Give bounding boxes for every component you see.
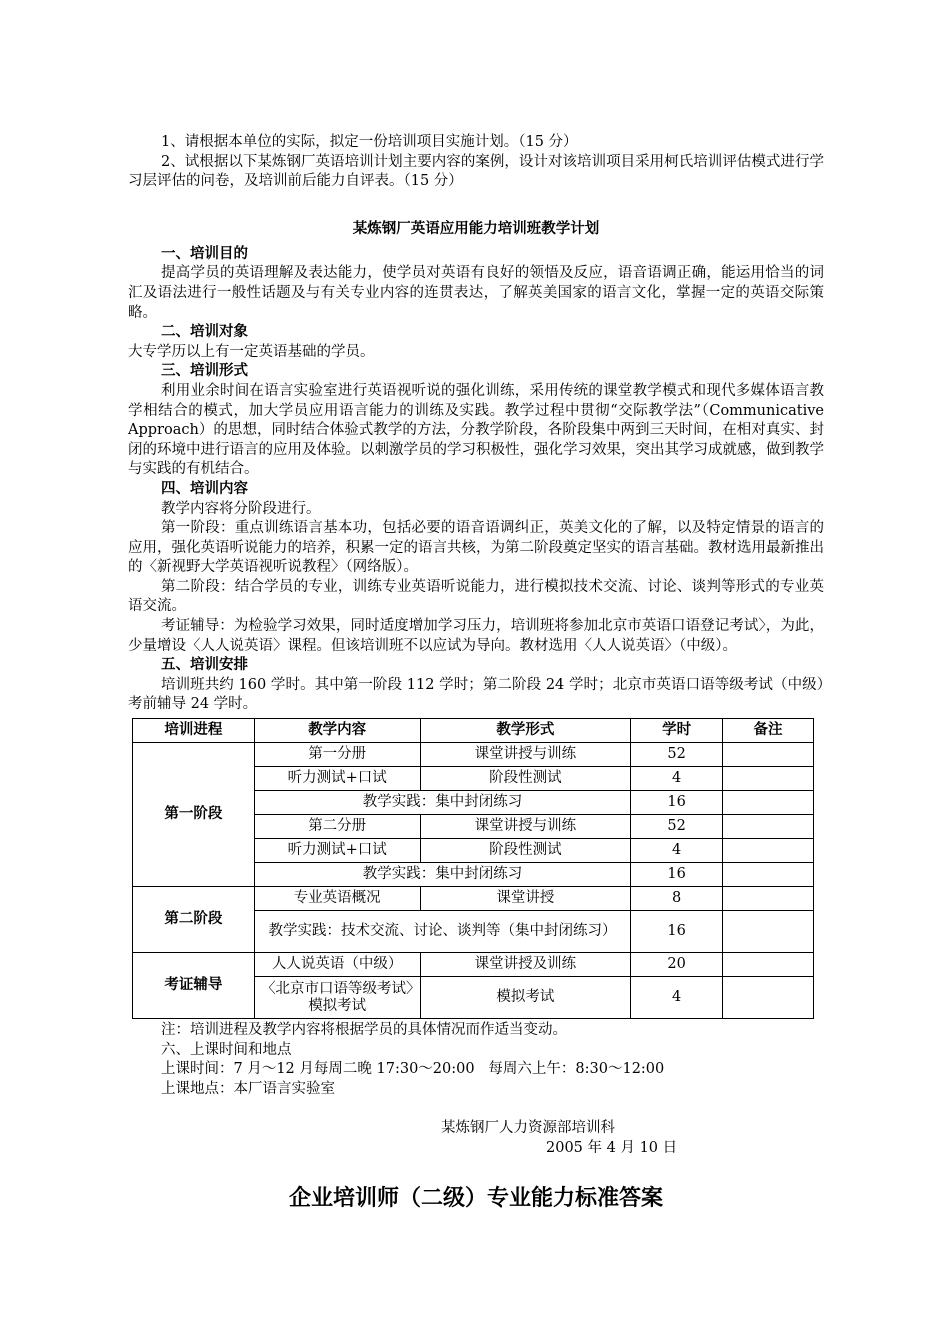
content-cell: 听力测试+口试: [254, 839, 420, 863]
header-remarks: 备注: [723, 719, 814, 743]
content-cell: 听力测试+口试: [254, 767, 420, 791]
section-text-purpose: 提高学员的英语理解及表达能力，使学员对英语有良好的领悟及反应，语音语调正确，能运用恰当的词汇及语法进行一般性话题及与有关专业内容的连贯表达，了解英美国家的语言文化，掌握一定的英语交际策略。: [128, 265, 824, 321]
remarks-cell: [723, 767, 814, 791]
form-cell: 课堂讲授与训练: [420, 815, 631, 839]
remarks-cell: [723, 953, 814, 977]
remarks-cell: [723, 887, 814, 911]
remarks-cell: [723, 815, 814, 839]
content-cell: 教学实践：技术交流、讨论、谈判等（集中封闭练习）: [254, 911, 630, 953]
header-stage: 培训进程: [133, 719, 255, 743]
table-header-row: [133, 719, 814, 743]
signer: 某炼钢厂人力资源部培训科: [441, 1120, 615, 1137]
content-cell: 第一分册: [254, 743, 420, 767]
class-place: 上课地点：本厂语言实验室: [161, 1080, 335, 1097]
class-time: 上课时间：7 月～12 月每周二晚 17:30～20:00 每周六上午：8:30～12:00: [161, 1061, 665, 1078]
form-cell: 课堂讲授及训练: [420, 953, 631, 977]
question-2: 2、试根据以下某炼钢厂英语培训计划主要内容的案例，设计对该培训项目采用柯氏培训评估模式进行学习层评估的问卷，及培训前后能力自评表。（15 分）: [128, 153, 824, 190]
stage-cell-2: 第二阶段: [133, 887, 255, 953]
section-heading-content: 四、培训内容: [161, 480, 248, 497]
schedule-table: [132, 718, 814, 1019]
form-cell: 阶段性测试: [420, 839, 631, 863]
sign-date: 2005 年 4 月 10 日: [546, 1140, 678, 1156]
remarks-cell: [723, 839, 814, 863]
hours-cell: 16: [631, 863, 723, 887]
document-page: [128, 133, 824, 1212]
section-text-exam-prep: 考证辅导：为检验学习效果，同时适度增加学习压力，培训班将参加北京市英语口语登记考试〉，为此，少量增设〈人人说英语〉课程。但该培训班不以应试为导向。教材选用〈人人说英语〉（中级）。: [128, 618, 824, 654]
section-text-audience: 大专学历以上有一定英语基础的学员。: [128, 343, 375, 360]
table-note: 注：培训进程及教学内容将根据学员的具体情况而作适当变动。: [161, 1022, 567, 1039]
header-hours: 学时: [631, 719, 723, 743]
hours-cell: 16: [631, 791, 723, 815]
header-content: 教学内容: [254, 719, 420, 743]
answer-title: 企业培训师（二级）专业能力标准答案: [288, 1185, 663, 1211]
remarks-cell: [723, 743, 814, 767]
content-cell: 教学实践：集中封闭练习: [254, 791, 630, 815]
plan-title: 某炼钢厂英语应用能力培训班教学计划: [352, 220, 600, 237]
section-text-stage2: 第二阶段：结合学员的专业，训练专业英语听说能力，进行模拟技术交流、讨论、谈判等形式的专业英语交流。: [128, 578, 824, 615]
section-text-content-intro: 教学内容将分阶段进行。: [161, 500, 321, 517]
remarks-cell: [723, 863, 814, 887]
content-cell: 教学实践：集中封闭练习: [254, 863, 630, 887]
hours-cell: 20: [631, 953, 723, 977]
stage-cell-3: 考证辅导: [133, 953, 255, 1019]
remarks-cell: [723, 977, 814, 1019]
section-heading-format: 三、培训形式: [161, 363, 248, 380]
section-text-format: 利用业余时间在语言实验室进行英语视听说的强化训练，采用传统的课堂教学模式和现代多媒体语言教学相结合的模式，加大学员应用语言能力的训练及实践。教学过程中贯彻“交际教学法”（Communicative Approach）的思想，同时结合体验式教学的方法，分教学阶段，各阶段集中两到三天时间，在相对真实、封闭的环境中进行语言的应用及体验。以刺激学员的学习积极性，强化学习效果，突出其学习成就感，做到教学与实践的有机结合。: [128, 382, 824, 478]
header-form: 教学形式: [420, 719, 631, 743]
hours-cell: 16: [631, 911, 723, 953]
table-row: [133, 953, 814, 977]
hours-cell: 4: [631, 767, 723, 791]
hours-cell: 4: [631, 839, 723, 863]
form-cell: 课堂讲授: [420, 887, 631, 911]
content-cell: 〈北京市口语等级考试〉模拟考试: [254, 977, 420, 1019]
section-text-schedule: 培训班共约 160 学时。其中第一阶段 112 学时；第二阶段 24 学时；北京市英语口语等级考试（中级）考前辅导 24 学时。: [128, 676, 824, 713]
section-text-stage1: 第一阶段：重点训练语言基本功，包括必要的语音语调纠正，英美文化的了解，以及特定情景的语言的应用，强化英语听说能力的培养，积累一定的语言共核，为第二阶段奠定坚实的语言基础。教材选用最新推出的〈新视野大学英语视听说教程〉（网络版）。: [128, 520, 824, 576]
form-cell: 阶段性测试: [420, 767, 631, 791]
stage-cell-1: 第一阶段: [133, 743, 255, 887]
form-cell: 模拟考试: [420, 977, 631, 1019]
table-row: [133, 743, 814, 767]
question-1: 1、请根据本单位的实际，拟定一份培训项目实施计划。（15 分）: [161, 134, 578, 150]
section-heading-audience: 二、培训对象: [161, 324, 248, 341]
section-heading-time-place: 六、上课时间和地点: [161, 1041, 292, 1058]
remarks-cell: [723, 911, 814, 953]
hours-cell: 4: [631, 977, 723, 1019]
content-cell: 专业英语概况: [254, 887, 420, 911]
hours-cell: 52: [631, 815, 723, 839]
remarks-cell: [723, 791, 814, 815]
hours-cell: 8: [631, 887, 723, 911]
form-cell: 课堂讲授与训练: [420, 743, 631, 767]
section-heading-schedule: 五、培训安排: [161, 657, 248, 674]
hours-cell: 52: [631, 743, 723, 767]
table-row: [133, 887, 814, 911]
content-cell: 第二分册: [254, 815, 420, 839]
content-cell: 人人说英语（中级）: [254, 953, 420, 977]
section-heading-purpose: 一、培训目的: [161, 245, 248, 262]
